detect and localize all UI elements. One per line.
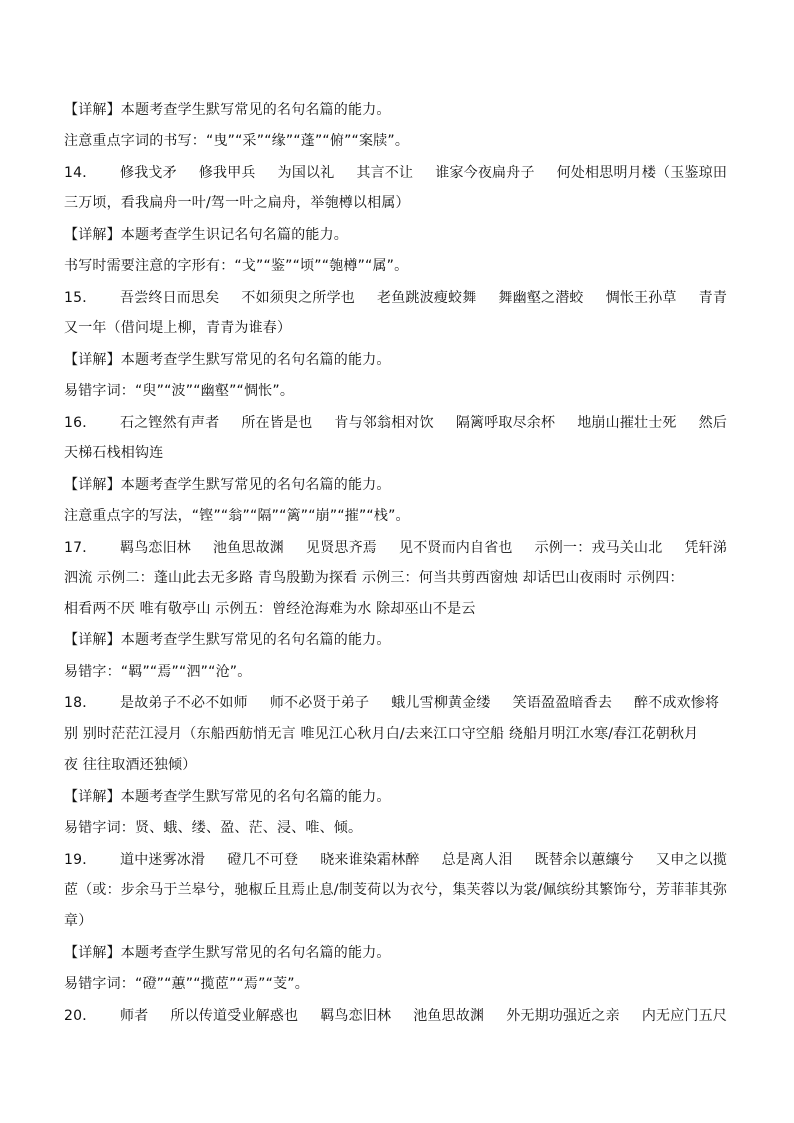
answer-segment: 见贤思齐焉 bbox=[306, 540, 377, 556]
detail-line: 【详解】本题考查学生默写常见的名句名篇的能力。 bbox=[64, 632, 391, 648]
answer-18 bbox=[64, 693, 744, 713]
answer-19-cont: 章） bbox=[64, 913, 93, 929]
answer-segment: 磴几不可登 bbox=[227, 852, 299, 868]
answer-segment: 外无期功强近之亲 bbox=[506, 1008, 620, 1024]
answer-segment: 羁鸟恋旧林 bbox=[120, 540, 191, 556]
answer-segment: 惆怅王孙草 bbox=[605, 290, 677, 306]
item-number: 14． bbox=[64, 165, 97, 181]
note-line: 易错字词：“臾”“波”“幽壑”“惆怅”。 bbox=[64, 383, 295, 399]
answer-segment: 总是离人泪 bbox=[441, 852, 513, 868]
answer-segment: 为国以礼 bbox=[277, 165, 335, 181]
answer-segment: 不如须臾之所学也 bbox=[241, 290, 356, 306]
answer-segment: 何处相思明月楼（玉鉴琼田 bbox=[556, 165, 728, 181]
detail-line: 【详解】本题考查学生默写常见的名句名篇的能力。 bbox=[64, 789, 391, 805]
answer-18-cont: 夜 往往取酒还独倾） bbox=[64, 757, 197, 773]
answer-segment: 内无应门五尺 bbox=[641, 1008, 728, 1024]
answer-15-cont: 又一年（借问堤上柳，青青为谁春） bbox=[64, 320, 292, 336]
note-line: 书写时需要注意的字形有：“戈”“鉴”“顷”“匏樽”“属”。 bbox=[64, 258, 409, 274]
answer-segment: 师不必贤于弟子 bbox=[269, 695, 370, 711]
answer-19 bbox=[64, 850, 744, 870]
answer-segment: 晓来谁染霜林醉 bbox=[320, 852, 420, 868]
answer-segment: 池鱼思故渊 bbox=[413, 1008, 485, 1024]
answer-segment: 既替余以蕙纕兮 bbox=[534, 852, 635, 868]
answer-14 bbox=[64, 163, 744, 183]
note-line: 注意重点字词的书写：“曳”“采”“缘”“蓬”“俯”“案牍”。 bbox=[64, 133, 410, 149]
answer-segment: 地崩山摧壮士死 bbox=[577, 415, 677, 431]
answer-segment: 石之铿然有声者 bbox=[120, 415, 220, 431]
answer-19-cont: 茝（或：步余马于兰皋兮，驰椒丘且焉止息/制芰荷以为衣兮，集芙蓉以为裳/佩缤纷其繁饰兮，芳菲菲其弥 bbox=[64, 882, 728, 898]
answer-segment: 修我甲兵 bbox=[198, 165, 256, 181]
answer-segment: 师者 bbox=[120, 1008, 149, 1024]
answer-segment: 老鱼跳波瘦蛟舞 bbox=[377, 290, 477, 306]
answer-segment: 池鱼思故渊 bbox=[213, 540, 284, 556]
answer-segment: 示例一：戎马关山北 bbox=[534, 540, 663, 556]
answer-segment: 见不贤而内自省也 bbox=[399, 540, 513, 556]
answer-14-cont: 三万顷，看我扁舟一叶/驾一叶之扁舟，举匏樽以相属） bbox=[64, 195, 410, 211]
answer-segment: 修我戈矛 bbox=[120, 165, 177, 181]
answer-segment: 又申之以揽 bbox=[656, 852, 728, 868]
answer-15 bbox=[64, 288, 744, 308]
answer-17-cont: 相看两不厌 唯有敬亭山 示例五：曾经沧海难为水 除却巫山不是云 bbox=[64, 601, 476, 617]
answer-17 bbox=[64, 538, 744, 558]
item-number: 19． bbox=[64, 852, 97, 868]
answer-segment: 蛾儿雪柳黄金缕 bbox=[391, 695, 491, 711]
answer-16 bbox=[64, 413, 744, 433]
note-line: 注意重点字的写法，“铿”“翁”“隔”“篱”“崩”“摧”“栈”。 bbox=[64, 508, 410, 524]
answer-18-cont: 别 别时茫茫江浸月（东船西舫悄无言 唯见江心秋月白/去来江口守空船 绕船月明江水寒/春江花朝秋月 bbox=[64, 726, 699, 742]
detail-line: 【详解】本题考查学生默写常见的名句名篇的能力。 bbox=[64, 102, 391, 118]
answer-segment: 肯与邻翁相对饮 bbox=[334, 415, 434, 431]
answer-segment: 然后 bbox=[698, 415, 728, 431]
note-line: 易错字词：“磴”“蕙”“揽茝”“焉”“芰”。 bbox=[64, 976, 309, 992]
answer-segment: 羁鸟恋旧林 bbox=[320, 1008, 392, 1024]
answer-segment: 笑语盈盈暗香去 bbox=[512, 695, 613, 711]
answer-segment: 道中迷雾冰滑 bbox=[120, 852, 206, 868]
note-line: 易错字：“羁”“焉”“泗”“沧”。 bbox=[64, 664, 252, 680]
answer-segment: 是故弟子不必不如师 bbox=[120, 695, 248, 711]
detail-line: 【详解】本题考查学生默写常见的名句名篇的能力。 bbox=[64, 945, 391, 961]
answer-segment: 青青 bbox=[698, 290, 728, 306]
item-number: 20． bbox=[64, 1008, 97, 1024]
detail-line: 【详解】本题考查学生默写常见的名句名篇的能力。 bbox=[64, 477, 391, 493]
answer-segment: 舞幽壑之潜蛟 bbox=[498, 290, 584, 306]
answer-segment: 所以传道受业解惑也 bbox=[170, 1008, 299, 1024]
answer-segment: 其言不让 bbox=[356, 165, 414, 181]
item-number: 15． bbox=[64, 290, 97, 306]
answer-segment: 所在皆是也 bbox=[241, 415, 313, 431]
note-line: 易错字词：贤、蛾、缕、盈、茫、浸、唯、倾。 bbox=[64, 820, 363, 836]
answer-segment: 吾尝终日而思矣 bbox=[120, 290, 220, 306]
answer-segment: 凭轩涕 bbox=[684, 540, 728, 556]
answer-segment: 隔篱呼取尽余杯 bbox=[455, 415, 556, 431]
item-number: 18． bbox=[64, 695, 97, 711]
answer-segment: 谁家今夜扁舟子 bbox=[435, 165, 535, 181]
item-number: 17． bbox=[64, 540, 97, 556]
answer-segment: 醉不成欢惨将 bbox=[634, 695, 720, 711]
detail-line: 【详解】本题考查学生识记名句名篇的能力。 bbox=[64, 227, 348, 243]
detail-line: 【详解】本题考查学生默写常见的名句名篇的能力。 bbox=[64, 352, 391, 368]
answer-20 bbox=[64, 1006, 744, 1026]
answer-17-cont: 泗流 示例二：蓬山此去无多路 青鸟殷勤为探看 示例三：何当共剪西窗烛 却话巴山夜雨时 示例四： bbox=[64, 570, 684, 586]
item-number: 16． bbox=[64, 415, 97, 431]
answer-16-cont: 天梯石栈相钩连 bbox=[64, 445, 164, 461]
